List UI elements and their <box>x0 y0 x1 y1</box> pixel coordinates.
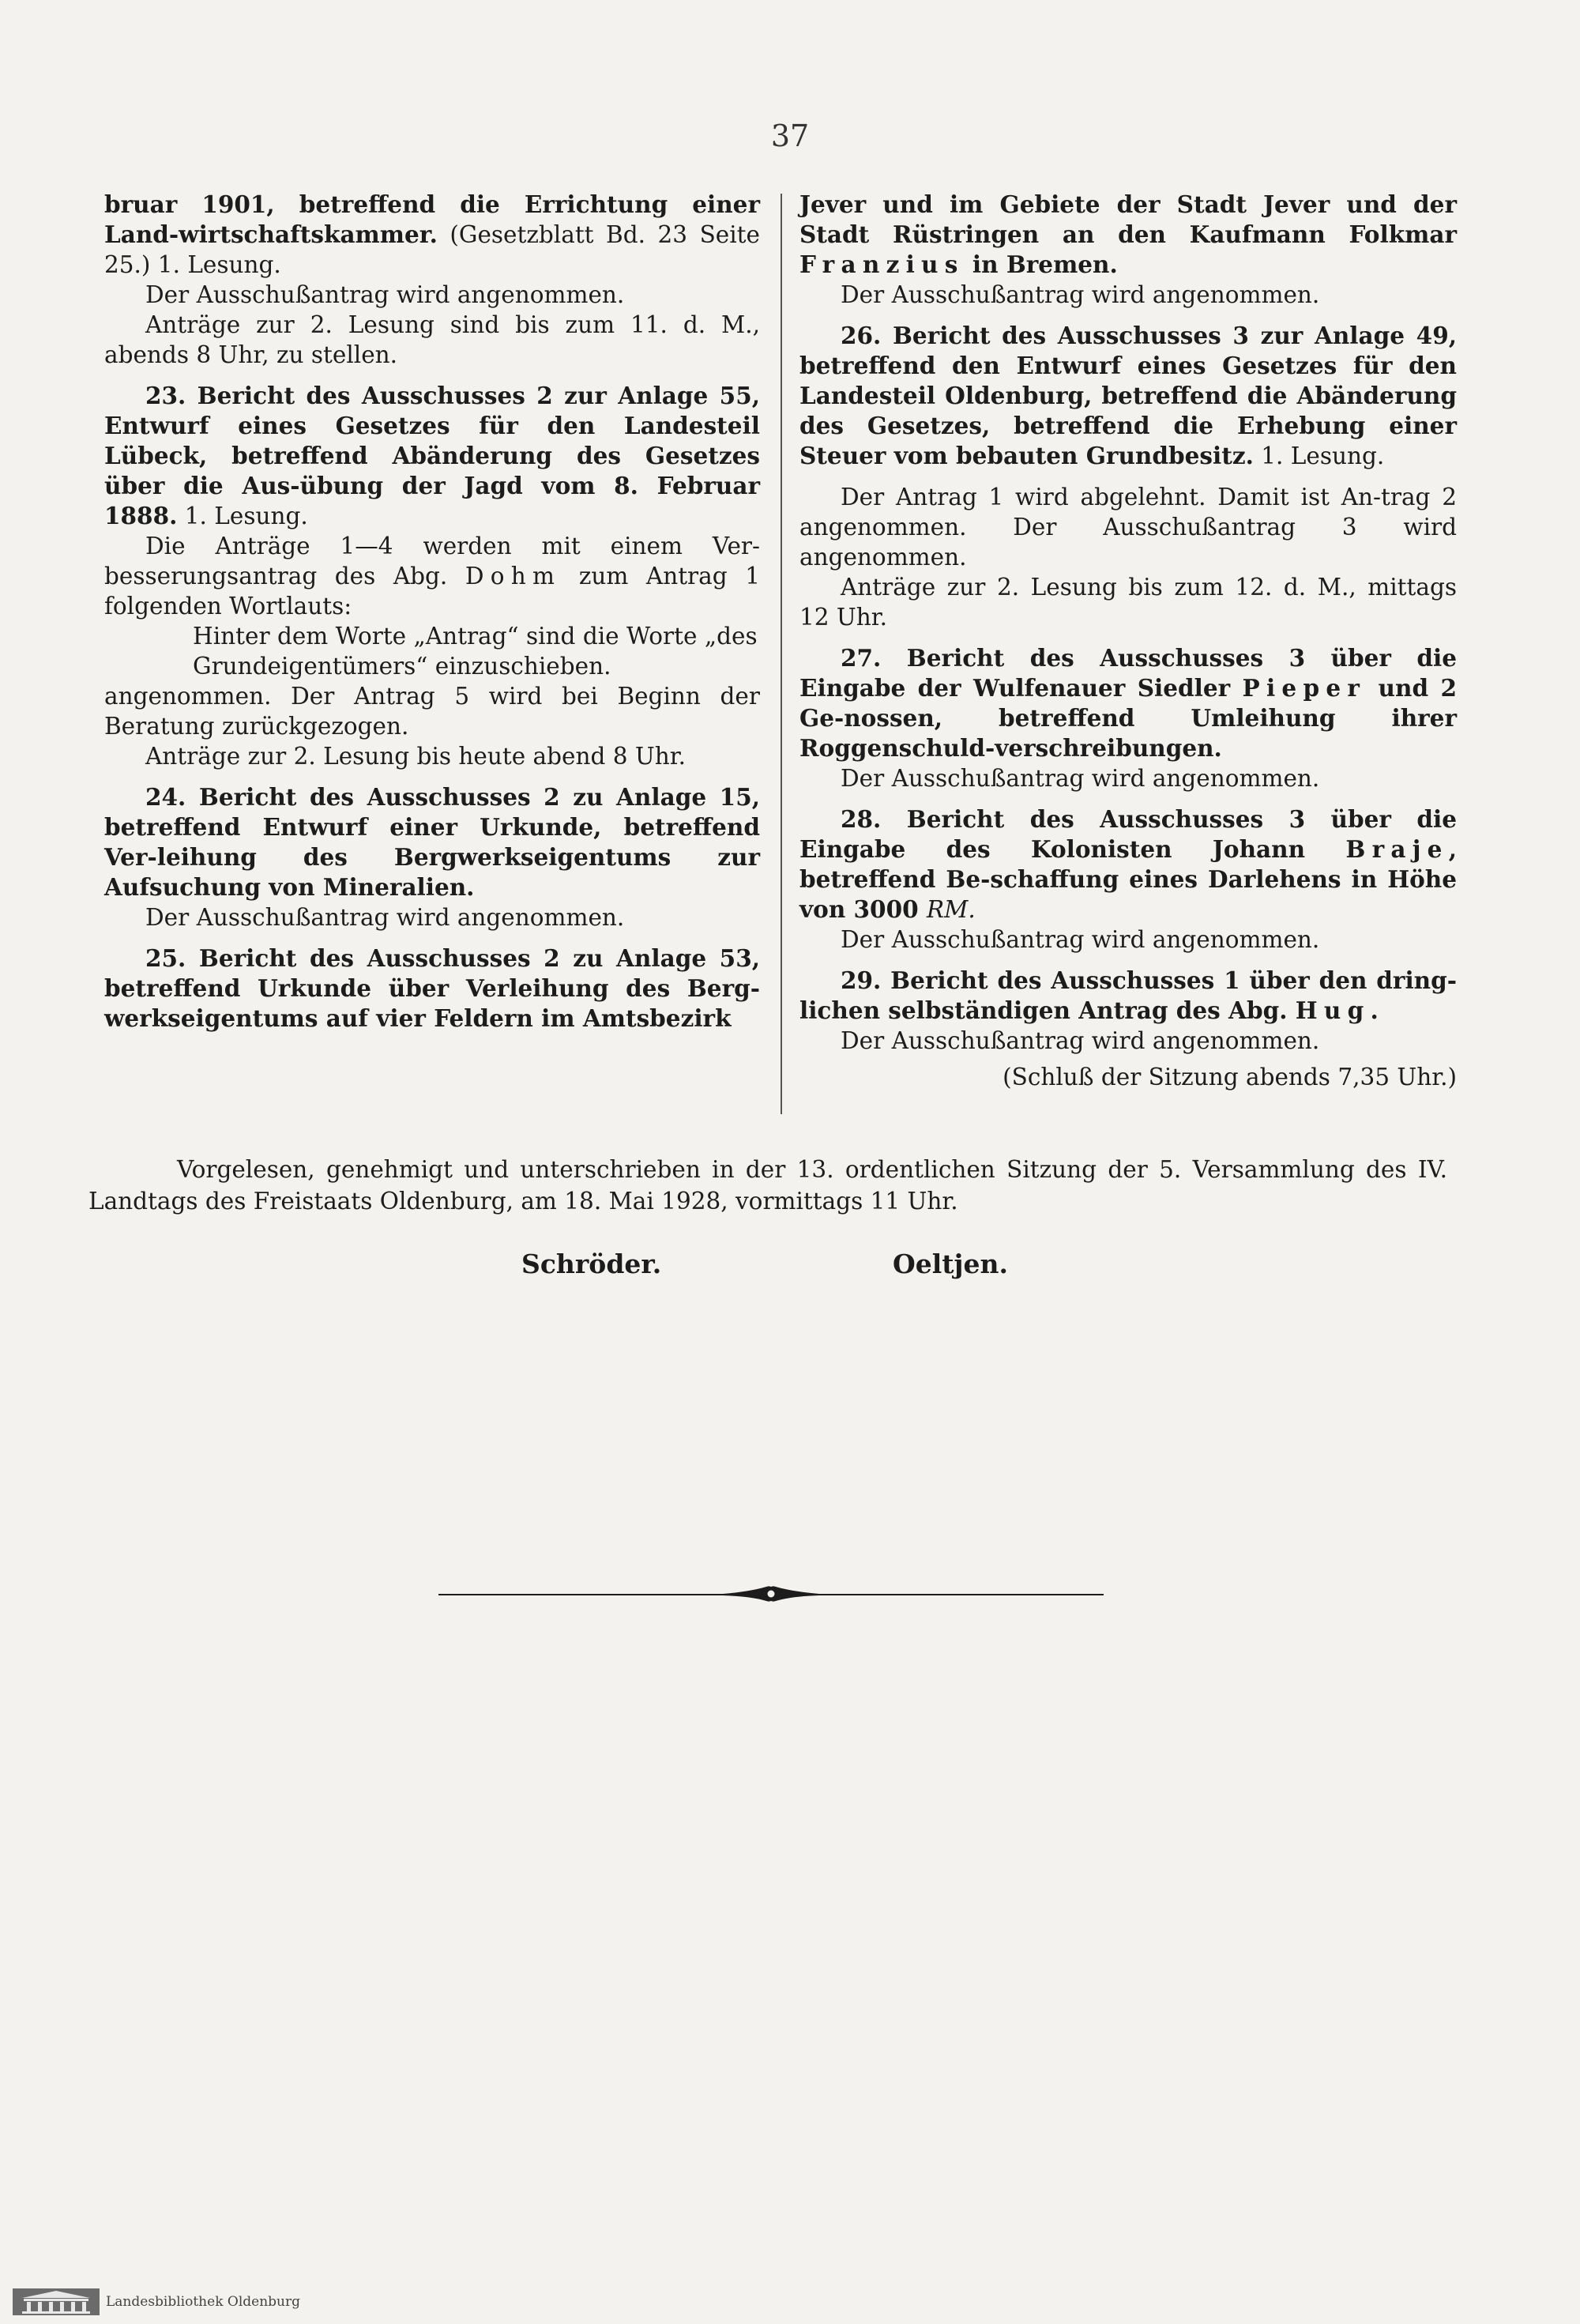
entry-heading: und 2 Ge-nossen, betreffend Umleihung ihrer Roggenschuld-verschreibungen. <box>799 674 1457 762</box>
entry-note: Anträge zur 2. Lesung sind bis zum 11. d. M., abends 8 Uhr, zu stellen. <box>104 311 760 368</box>
left-column <box>104 190 760 1045</box>
entry-heading: bruar 1901, betreffend die Errichtung einer Land-wirtschaftskammer. <box>104 190 760 248</box>
person-name: Pieper <box>1242 674 1367 702</box>
entry-result: Der Ausschußantrag wird angenommen. <box>841 281 1320 308</box>
entry-heading: 26. Bericht des Ausschusses 3 zur Anlage 49, betreffend den Entwurf eines Gesetzes für den Landesteil Oldenburg, betreffend die Abänderung des Gesetzes, betreffend die Erhebung einer Steuer vom bebauten Grundbesitz. <box>799 322 1457 469</box>
entry-result: Der Ausschußantrag wird angenommen. <box>841 1027 1320 1054</box>
signature-oeltjen: Oeltjen. <box>893 1249 1008 1279</box>
entry-27 <box>799 643 1457 793</box>
entry-22-continued <box>104 190 760 370</box>
right-column <box>799 190 1457 1103</box>
library-building-icon <box>13 2288 100 2315</box>
entry-23 <box>104 381 760 771</box>
entry-result: Der Antrag 1 wird abgelehnt. Damit ist An-trag 2 angenommen. Der Ausschußantrag 3 wird angenommen. <box>799 484 1457 571</box>
person-name: Hug. <box>1295 996 1386 1024</box>
ornamental-rule-icon <box>438 1574 1104 1614</box>
person-name: Braje <box>1345 835 1449 863</box>
library-credit: Landesbibliothek Oldenburg <box>106 2294 301 2310</box>
entry-25-continued <box>799 190 1457 310</box>
column-divider <box>781 194 782 1114</box>
entry-28 <box>799 804 1457 955</box>
entry-heading: in Bremen. <box>972 250 1118 278</box>
entry-25 <box>104 944 760 1034</box>
entry-heading: 24. Bericht des Ausschusses 2 zu Anlage 15, betreffend Entwurf einer Urkunde, betreffend Ver-leihung des Bergwerkseigentums zur Aufsuchung von Mineralien. <box>104 783 760 901</box>
entry-heading-tail: 1. Lesung. <box>184 503 308 529</box>
currency-unit: RM. <box>926 896 976 923</box>
signature-schroeder: Schröder. <box>521 1249 662 1279</box>
entry-heading: 28. Bericht des Ausschusses 3 über die Eingabe des Kolonisten Johann <box>799 805 1457 863</box>
entry-heading: 23. Bericht des Ausschusses 2 zur Anlage 55, Entwurf eines Gesetzes für den Landesteil Lübeck, betreffend Abänderung des Gesetzes über die Aus-übung der Jagd vom 8. Februar 1888. <box>104 382 760 529</box>
entry-heading: 27. Bericht des Ausschusses 3 über die Eingabe der Wulfenauer Siedler <box>799 644 1457 702</box>
entry-result: Der Ausschußantrag wird angenommen. <box>841 765 1320 792</box>
entry-heading: 29. Bericht des Ausschusses 1 über den dring-lichen selbständigen Antrag des Abg. <box>799 966 1457 1024</box>
page-number: 37 <box>770 119 810 153</box>
entry-heading: 25. Bericht des Ausschusses 2 zu Anlage 53, betreffend Urkunde über Verleihung des Berg-werkseigentums auf vier Feldern im Amtsbezirk <box>104 944 760 1032</box>
entry-29 <box>799 966 1457 1092</box>
entry-heading: , betreffend Be-schaffung eines Darlehens in Höhe von 3000 <box>799 835 1457 923</box>
person-name: Dohm <box>465 563 562 589</box>
entry-note: Anträge zur 2. Lesung bis zum 12. d. M., mittags 12 Uhr. <box>799 574 1457 631</box>
quoted-amendment: Hinter dem Worte „Antrag“ sind die Worte „des Grundeigentümers“ einzuschieben. <box>193 623 758 680</box>
entry-heading-tail: (Gesetzblatt Bd. 23 Seite 25.) 1. Lesung. <box>104 221 760 278</box>
entry-result: Der Ausschußantrag wird angenommen. <box>145 281 625 308</box>
entry-result: angenommen. Der Antrag 5 wird bei Beginn der Beratung zurückgezogen. <box>104 683 760 740</box>
entry-text: Die Anträge 1—4 werden mit einem Ver-besserungsantrag des Abg. <box>104 533 760 589</box>
entry-result: Der Ausschußantrag wird angenommen. <box>841 926 1320 953</box>
entry-26 <box>799 321 1457 632</box>
entry-heading-tail: 1. Lesung. <box>1261 443 1385 469</box>
entry-note: Anträge zur 2. Lesung bis heute abend 8 Uhr. <box>145 743 686 770</box>
closing-statement: Vorgelesen, genehmigt und unterschrieben in der 13. ordentlichen Sitzung der 5. Versammlung des IV. Landtags des Freistaats Oldenburg, am 18. Mai 1928, vormittags 11 Uhr. <box>88 1156 1447 1215</box>
entry-heading: Jever und im Gebiete der Stadt Jever und der Stadt Rüstringen an den Kaufmann Folkmar <box>799 190 1457 248</box>
entry-result: Der Ausschußantrag wird angenommen. <box>145 904 625 931</box>
entry-24 <box>104 782 760 932</box>
person-name: Franzius <box>799 250 965 278</box>
session-close: (Schluß der Sitzung abends 7,35 Uhr.) <box>1003 1064 1457 1090</box>
entry-text: zum Antrag 1 folgenden Wortlauts: <box>104 563 760 620</box>
